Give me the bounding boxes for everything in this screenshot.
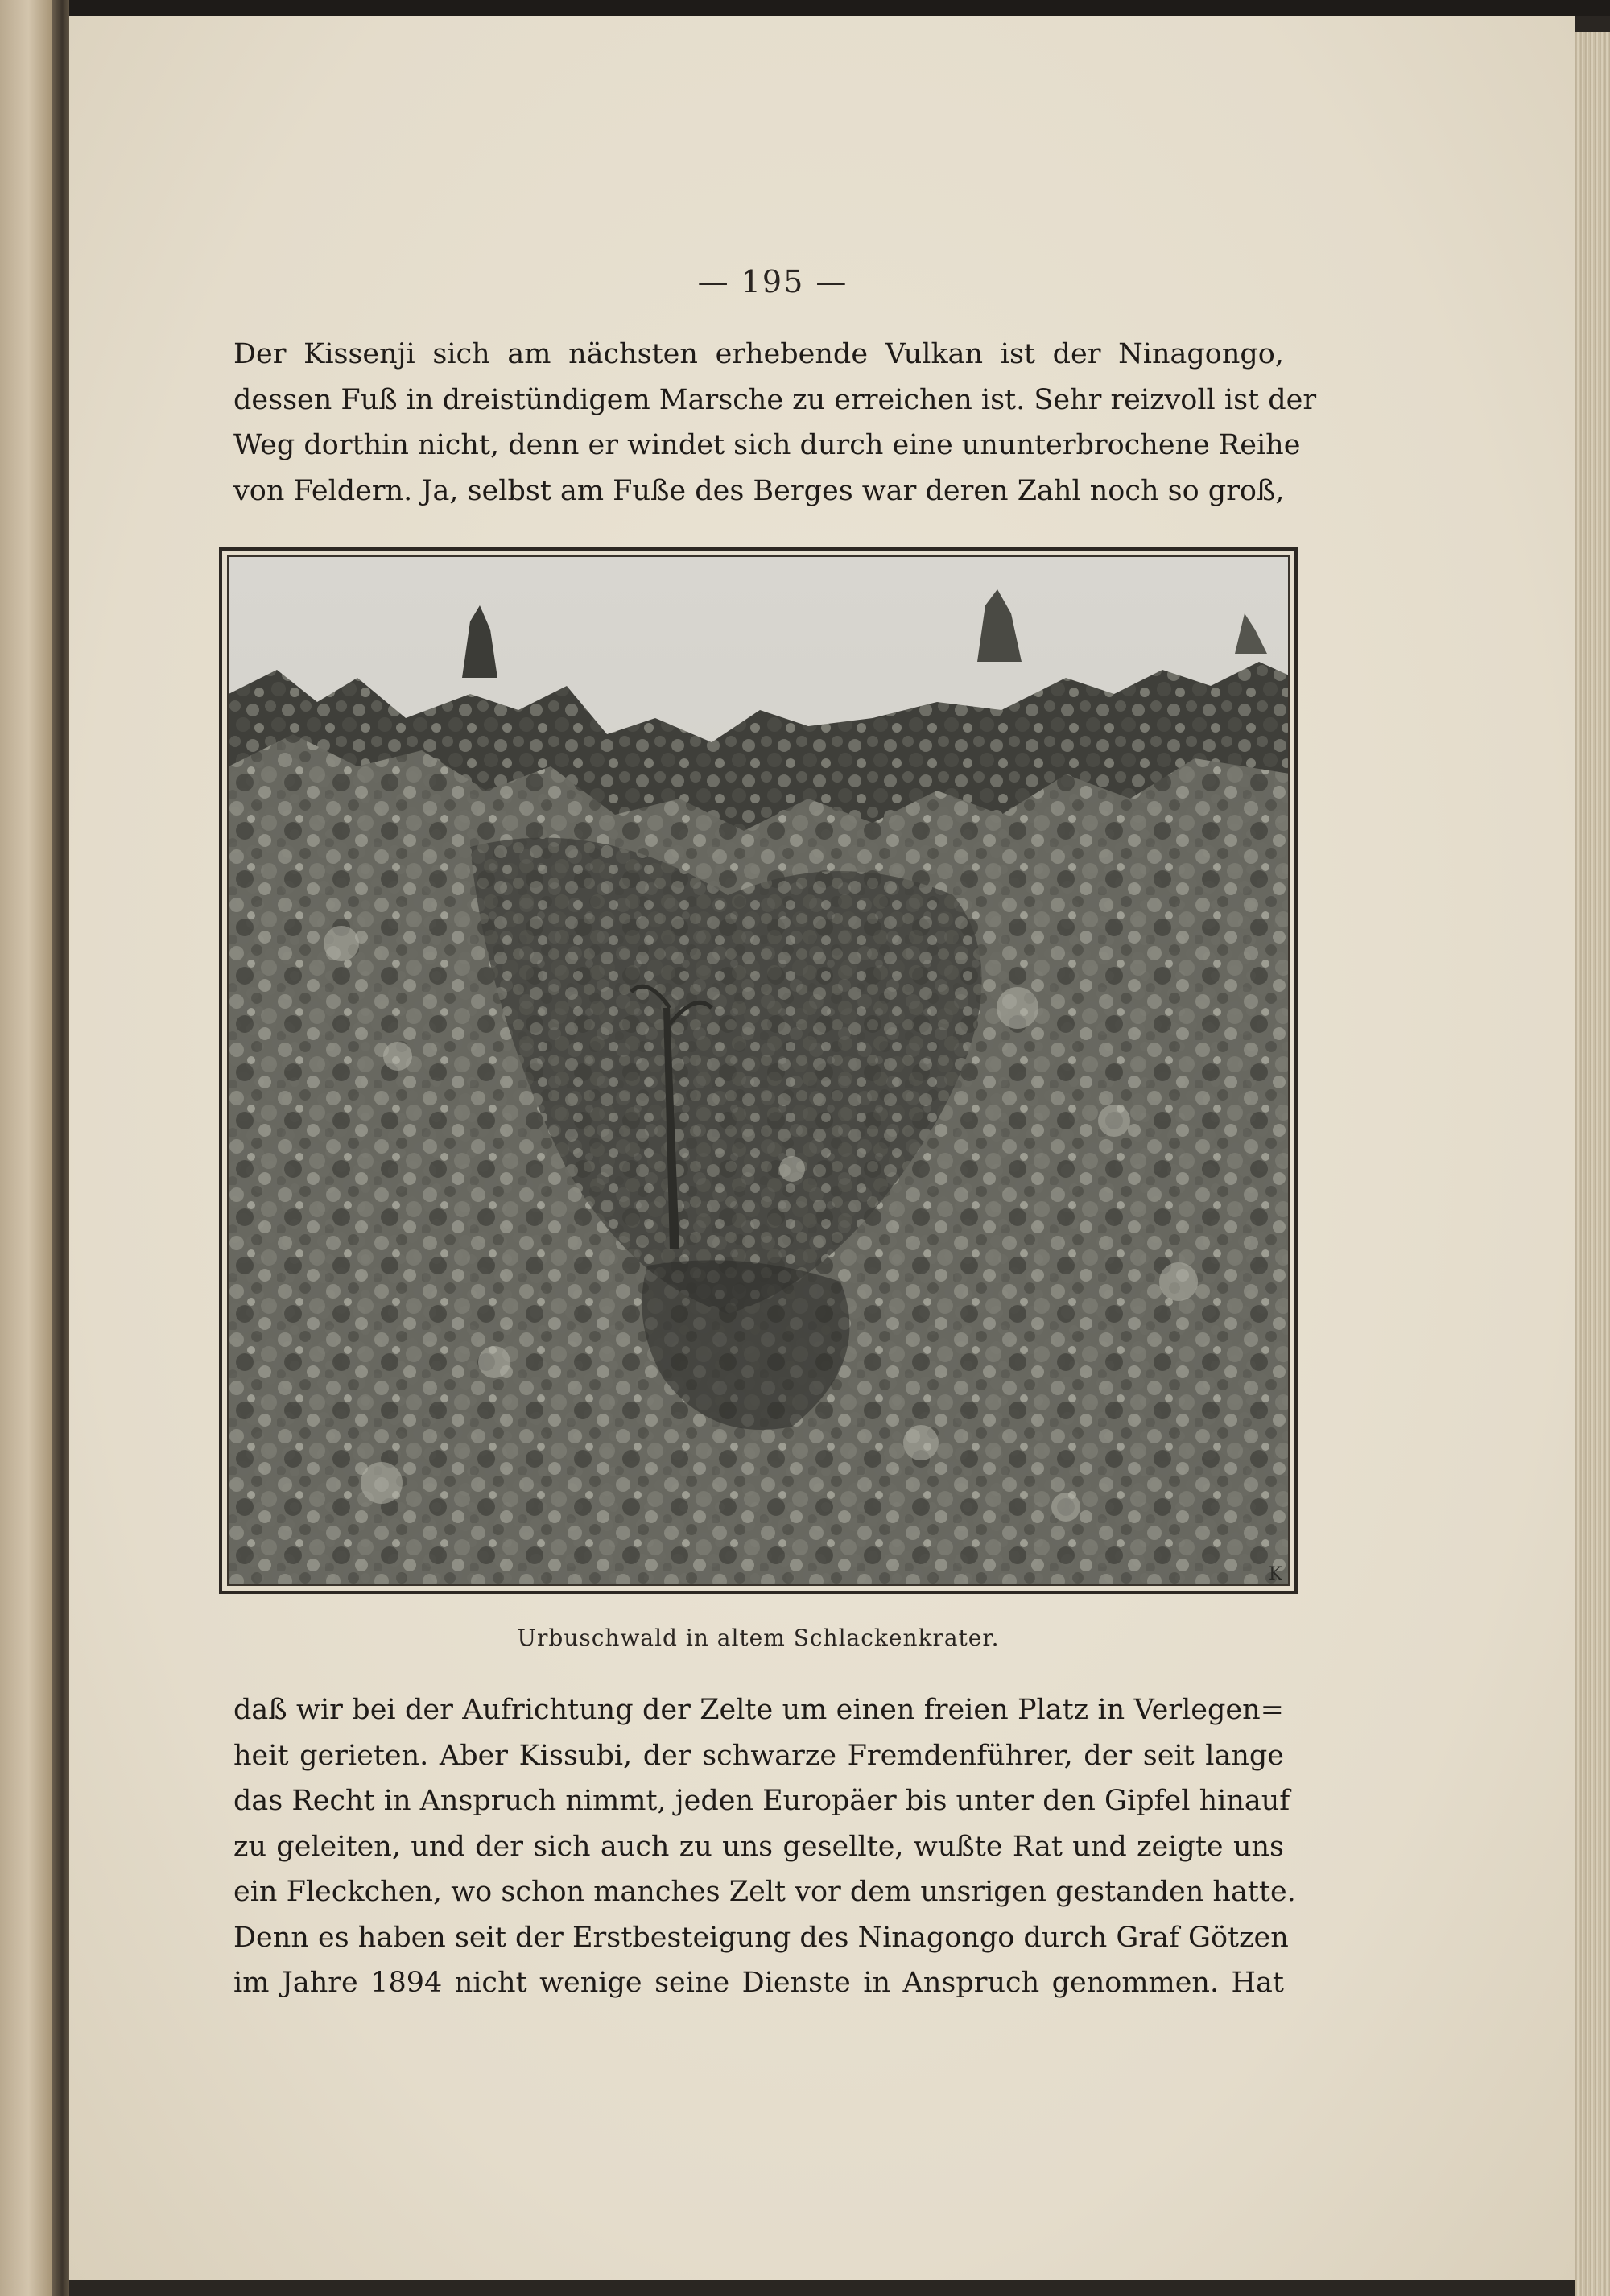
crater-forest-photograph [219, 547, 1298, 1594]
top-paragraph [233, 332, 1317, 514]
text-line: von Feldern. Ja, selbst am Fuße des Berges war deren Zahl noch so groß, [233, 474, 1285, 507]
facing-page-edge [0, 0, 52, 2296]
figure-caption: Urbuschwald in altem Schlackenkrater. [517, 1625, 1000, 1651]
photograph-frame [227, 555, 1290, 1586]
text-line: dessen Fuß in dreistündigem Marsche zu erreichen ist. Sehr reizvoll ist der [233, 383, 1317, 416]
text-line: Weg dorthin nicht, denn er windet sich durch eine ununterbrochene Reihe [233, 429, 1301, 461]
text-line: heit gerieten. Aber Kissubi, der schwarze Fremdenführer, der seit lange [233, 1739, 1284, 1772]
text-line: ein Fleckchen, wo schon manches Zelt vor dem unsrigen gestanden hatte. [233, 1876, 1296, 1908]
text-line: zu geleiten, und der sich auch zu uns gesellte, wußte Rat und zeigte uns [233, 1830, 1284, 1863]
bottom-paragraph [233, 1687, 1296, 2006]
text-line: Der Kissenji sich am nächsten erhebende Vulkan ist der Ninagongo, [233, 338, 1284, 370]
photographer-monogram: K [1269, 1564, 1282, 1584]
scan-top-edge [0, 0, 1610, 16]
forest-photo-illustration [229, 557, 1290, 1586]
text-line: Denn es haben seit der Erstbesteigung des Ninagongo durch Graf Götzen [233, 1921, 1289, 1954]
text-line: daß wir bei der Aufrichtung der Zelte um einen freien Platz in Verlegen= [233, 1694, 1284, 1726]
page-edges [1575, 32, 1610, 2296]
text-line: das Recht in Anspruch nimmt, jeden Europäer bis unter den Gipfel hinauf [233, 1785, 1290, 1817]
book-gutter [52, 0, 69, 2296]
text-line: im Jahre 1894 nicht wenige seine Dienste in Anspruch genommen. Hat [233, 1967, 1284, 1999]
page-number: — 195 — [697, 264, 848, 299]
